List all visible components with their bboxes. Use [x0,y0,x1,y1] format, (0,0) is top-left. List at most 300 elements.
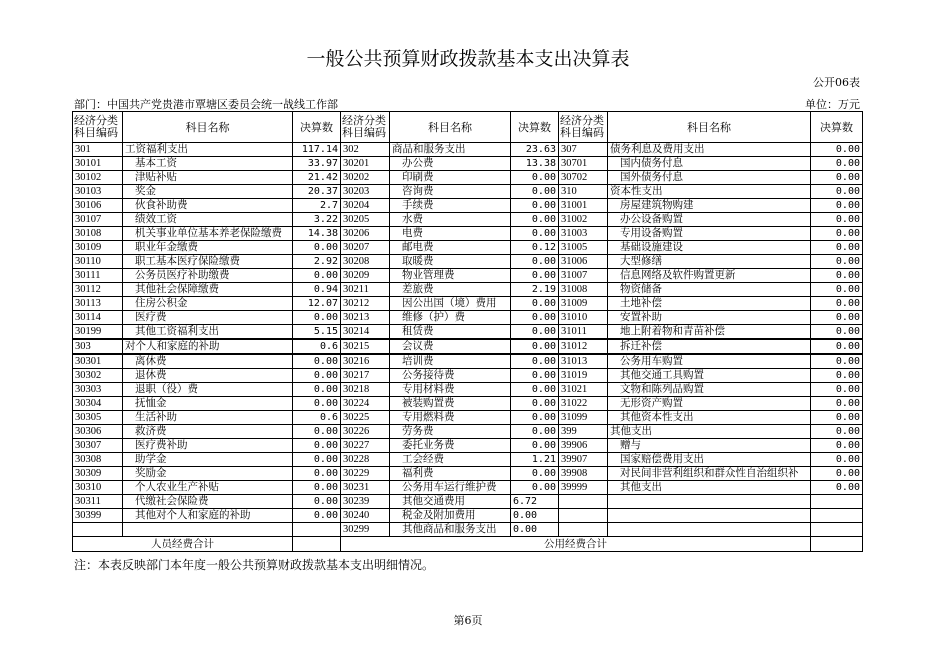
page-number: 第6页 [453,614,483,627]
name-cell: 专用设备购置 [608,227,811,241]
amount-cell: 0.00 [811,297,863,311]
code-cell: 30399 [73,509,123,523]
name-cell: 因公出国（境）费用 [390,297,511,311]
code-cell: 30202 [341,171,390,185]
amount-cell: 0.00 [811,269,863,283]
code-cell: 30302 [73,369,123,383]
amount-cell: 0.00 [811,143,863,157]
name-cell: 津贴补贴 [123,171,293,185]
amount-cell: 0.00 [511,383,559,397]
code-cell: 30217 [341,369,390,383]
name-cell: 拆迁补偿 [608,339,811,354]
table-row [73,467,863,481]
name-cell: 其他交通费用 [390,495,511,509]
amount-cell: 6.72 [511,495,559,509]
code-cell: 31022 [559,397,608,411]
amount-cell: 0.00 [511,411,559,425]
name-cell: 国内债务付息 [608,157,811,171]
name-cell: 其他商品和服务支出 [390,523,511,537]
table-row [73,241,863,255]
code-cell: 30304 [73,397,123,411]
amount-cell: 0.00 [811,185,863,199]
name-cell: 助学金 [123,453,293,467]
name-cell: 债务利息及费用支出 [608,143,811,157]
code-cell: 302 [341,143,390,157]
name-cell: 取暖费 [390,255,511,269]
code-cell: 31006 [559,255,608,269]
name-cell: 基本工资 [123,157,293,171]
amount-cell: 0.00 [511,227,559,241]
amount-cell: 0.00 [293,481,341,495]
name-cell: 奖金 [123,185,293,199]
code-cell: 30206 [341,227,390,241]
table-row [73,157,863,171]
table-row [73,213,863,227]
amount-cell: 0.00 [511,439,559,453]
code-cell: 30108 [73,227,123,241]
header-code: 经济分类科目编码 [559,112,608,143]
name-cell: 医疗费 [123,311,293,325]
amount-cell: 0.00 [511,171,559,185]
amount-cell: 0.94 [293,283,341,297]
amount-cell: 0.00 [811,325,863,340]
name-cell: 土地补偿 [608,297,811,311]
code-cell: 39907 [559,453,608,467]
table-row [73,199,863,213]
name-cell: 劳务费 [390,425,511,439]
code-cell: 30213 [341,311,390,325]
name-cell: 信息网络及软件购置更新 [608,269,811,283]
code-cell: 30214 [341,325,390,340]
table-row [73,481,863,495]
code-cell: 30201 [341,157,390,171]
code-cell: 30205 [341,213,390,227]
amount-cell: 0.00 [811,339,863,354]
name-cell: 专用材料费 [390,383,511,397]
code-cell: 30308 [73,453,123,467]
table-row [73,523,863,537]
amount-cell: 2.7 [293,199,341,213]
amount-cell: 0.00 [511,467,559,481]
name-cell: 对民间非营利组织和群众性自治组织补 [608,467,811,481]
code-cell: 303 [73,339,123,354]
code-cell: 31099 [559,411,608,425]
table-row [73,509,863,523]
amount-cell: 0.00 [811,311,863,325]
code-cell: 30114 [73,311,123,325]
code-cell: 30310 [73,481,123,495]
code-cell: 30216 [341,354,390,369]
code-cell: 30101 [73,157,123,171]
table-row [73,325,863,340]
table-row [73,255,863,269]
amount-cell: 0.00 [811,369,863,383]
code-cell: 30208 [341,255,390,269]
name-cell: 电费 [390,227,511,241]
name-cell: 国家赔偿费用支出 [608,453,811,467]
code-cell: 30309 [73,467,123,481]
name-cell: 绩效工资 [123,213,293,227]
name-cell: 代缴社会保险费 [123,495,293,509]
code-cell: 30109 [73,241,123,255]
name-cell: 房屋建筑物购建 [608,199,811,213]
table-row [73,339,863,354]
name-cell: 其他支出 [608,425,811,439]
amount-cell [293,523,341,537]
table-row [73,297,863,311]
unit-label: 单位：万元 [805,98,860,111]
header-amount: 决算数 [511,112,559,143]
header-code: 经济分类科目编码 [73,112,123,143]
name-cell: 税金及附加费用 [390,509,511,523]
amount-cell: 23.63 [511,143,559,157]
name-cell: 咨询费 [390,185,511,199]
amount-cell: 33.97 [293,157,341,171]
code-cell: 31021 [559,383,608,397]
code-cell: 30231 [341,481,390,495]
amount-cell: 0.00 [511,339,559,354]
personnel-total-label: 人员经费合计 [73,537,293,552]
code-cell: 31011 [559,325,608,340]
name-cell: 会议费 [390,339,511,354]
code-cell: 30240 [341,509,390,523]
table-row [73,171,863,185]
amount-cell: 0.00 [811,227,863,241]
header-name: 科目名称 [390,112,511,143]
name-cell: 邮电费 [390,241,511,255]
name-cell: 地上附着物和青苗补偿 [608,325,811,340]
code-cell: 31003 [559,227,608,241]
public-total-label: 公用经费合计 [341,537,811,552]
expenditure-table [72,111,863,552]
table-row [73,495,863,509]
name-cell: 办公设备购置 [608,213,811,227]
amount-cell: 14.38 [293,227,341,241]
amount-cell: 0.00 [811,383,863,397]
amount-cell [811,509,863,523]
amount-cell: 0.00 [511,325,559,340]
amount-cell: 0.00 [293,495,341,509]
code-cell: 30113 [73,297,123,311]
table-row [73,354,863,369]
header-code: 经济分类科目编码 [341,112,390,143]
amount-cell: 0.00 [811,199,863,213]
amount-cell: 0.00 [811,283,863,297]
code-cell: 31012 [559,339,608,354]
code-cell: 31019 [559,369,608,383]
name-cell [123,523,293,537]
amount-cell: 0.00 [293,311,341,325]
table-row [73,227,863,241]
code-cell: 30106 [73,199,123,213]
code-cell [73,523,123,537]
code-cell: 30239 [341,495,390,509]
amount-cell: 0.00 [511,369,559,383]
form-number: 公开06表 [813,76,860,89]
code-cell: 30203 [341,185,390,199]
amount-cell: 0.00 [811,425,863,439]
amount-cell: 0.00 [511,481,559,495]
public-total-value [811,537,863,552]
amount-cell: 13.38 [511,157,559,171]
code-cell: 31010 [559,311,608,325]
name-cell [608,495,811,509]
name-cell: 职业年金缴费 [123,241,293,255]
amount-cell: 0.00 [511,199,559,213]
code-cell: 31009 [559,297,608,311]
code-cell: 31007 [559,269,608,283]
amount-cell: 0.00 [511,354,559,369]
code-cell: 30225 [341,411,390,425]
amount-cell: 0.00 [293,354,341,369]
amount-cell [811,495,863,509]
amount-cell: 117.14 [293,143,341,157]
name-cell: 安置补助 [608,311,811,325]
amount-cell: 0.00 [811,439,863,453]
code-cell: 30299 [341,523,390,537]
name-cell: 福利费 [390,467,511,481]
name-cell: 物业管理费 [390,269,511,283]
name-cell: 培训费 [390,354,511,369]
table-row [73,283,863,297]
name-cell: 维修（护）费 [390,311,511,325]
name-cell: 商品和服务支出 [390,143,511,157]
amount-cell: 0.00 [293,269,341,283]
amount-cell: 0.00 [293,439,341,453]
personnel-total-value [293,537,341,552]
name-cell: 无形资产购置 [608,397,811,411]
code-cell [559,509,608,523]
table-row [73,369,863,383]
name-cell: 文物和陈列品购置 [608,383,811,397]
amount-cell: 0.12 [511,241,559,255]
name-cell: 租赁费 [390,325,511,340]
code-cell: 30306 [73,425,123,439]
code-cell: 39908 [559,467,608,481]
name-cell: 委托业务费 [390,439,511,453]
code-cell: 39999 [559,481,608,495]
amount-cell: 0.00 [811,157,863,171]
amount-cell: 1.21 [511,453,559,467]
code-cell: 39906 [559,439,608,453]
header-name: 科目名称 [123,112,293,143]
amount-cell: 21.42 [293,171,341,185]
table-row [73,185,863,199]
code-cell: 30111 [73,269,123,283]
code-cell: 30226 [341,425,390,439]
code-cell [559,495,608,509]
amount-cell: 0.6 [293,339,341,354]
name-cell: 印刷费 [390,171,511,185]
name-cell: 退休费 [123,369,293,383]
name-cell [608,509,811,523]
code-cell: 30224 [341,397,390,411]
table-row [73,453,863,467]
amount-cell: 0.00 [811,411,863,425]
amount-cell: 0.00 [811,453,863,467]
name-cell: 其他支出 [608,481,811,495]
table-header-row [73,112,863,143]
name-cell: 奖励金 [123,467,293,481]
code-cell: 30303 [73,383,123,397]
amount-cell: 2.19 [511,283,559,297]
amount-cell: 0.00 [511,397,559,411]
table-row [73,397,863,411]
name-cell: 其他社会保障缴费 [123,283,293,297]
code-cell: 30103 [73,185,123,199]
totals-row [73,537,863,552]
name-cell: 国外债务付息 [608,171,811,185]
name-cell: 办公费 [390,157,511,171]
header-amount: 决算数 [811,112,863,143]
code-cell: 30112 [73,283,123,297]
name-cell: 赠与 [608,439,811,453]
amount-cell: 0.00 [293,397,341,411]
amount-cell: 0.00 [511,297,559,311]
code-cell: 31013 [559,354,608,369]
table-row [73,439,863,453]
code-cell: 30227 [341,439,390,453]
name-cell: 离休费 [123,354,293,369]
amount-cell: 0.00 [511,509,559,523]
amount-cell: 0.00 [511,523,559,537]
table-row [73,311,863,325]
name-cell: 其他对个人和家庭的补助 [123,509,293,523]
code-cell: 399 [559,425,608,439]
code-cell: 30207 [341,241,390,255]
amount-cell: 0.00 [811,241,863,255]
code-cell: 30199 [73,325,123,340]
name-cell: 其他资本性支出 [608,411,811,425]
code-cell: 31002 [559,213,608,227]
code-cell: 30209 [341,269,390,283]
name-cell: 抚恤金 [123,397,293,411]
amount-cell: 0.00 [293,453,341,467]
name-cell: 水费 [390,213,511,227]
table-row [73,143,863,157]
name-cell: 专用燃料费 [390,411,511,425]
name-cell [608,523,811,537]
name-cell: 被装购置费 [390,397,511,411]
name-cell: 公务接待费 [390,369,511,383]
code-cell: 30102 [73,171,123,185]
name-cell: 手续费 [390,199,511,213]
code-cell: 30211 [341,283,390,297]
amount-cell: 0.00 [511,255,559,269]
amount-cell: 0.00 [511,311,559,325]
amount-cell [811,523,863,537]
amount-cell: 5.15 [293,325,341,340]
name-cell: 个人农业生产补贴 [123,481,293,495]
table-row [73,383,863,397]
code-cell [559,523,608,537]
code-cell: 31001 [559,199,608,213]
amount-cell: 0.00 [811,354,863,369]
name-cell: 资本性支出 [608,185,811,199]
code-cell: 30204 [341,199,390,213]
amount-cell: 20.37 [293,185,341,199]
table-row [73,411,863,425]
name-cell: 对个人和家庭的补助 [123,339,293,354]
code-cell: 30301 [73,354,123,369]
amount-cell: 0.00 [293,369,341,383]
name-cell: 医疗费补助 [123,439,293,453]
name-cell: 生活补助 [123,411,293,425]
name-cell: 工资福利支出 [123,143,293,157]
name-cell: 公务用车购置 [608,354,811,369]
code-cell: 30107 [73,213,123,227]
amount-cell: 0.00 [293,383,341,397]
code-cell: 30305 [73,411,123,425]
amount-cell: 0.00 [511,269,559,283]
amount-cell: 0.00 [511,425,559,439]
amount-cell: 12.07 [293,297,341,311]
amount-cell: 3.22 [293,213,341,227]
department-label: 部门：中国共产党贵港市覃塘区委员会统一战线工作部 [74,98,338,111]
name-cell: 伙食补助费 [123,199,293,213]
report-title: 一般公共预算财政拨款基本支出决算表 [306,48,630,70]
name-cell: 大型修缮 [608,255,811,269]
amount-cell: 0.00 [811,213,863,227]
amount-cell: 0.00 [511,185,559,199]
code-cell: 30702 [559,171,608,185]
amount-cell: 0.00 [293,467,341,481]
amount-cell: 0.00 [811,171,863,185]
header-amount: 决算数 [293,112,341,143]
name-cell: 其他工资福利支出 [123,325,293,340]
name-cell: 工会经费 [390,453,511,467]
code-cell: 30229 [341,467,390,481]
amount-cell: 0.00 [293,425,341,439]
code-cell: 30311 [73,495,123,509]
name-cell: 职工基本医疗保险缴费 [123,255,293,269]
table-row [73,425,863,439]
footnote: 注：本表反映部门本年度一般公共预算财政拨款基本支出明细情况。 [74,558,435,572]
code-cell: 31005 [559,241,608,255]
amount-cell: 0.00 [811,397,863,411]
code-cell: 30215 [341,339,390,354]
code-cell: 30110 [73,255,123,269]
name-cell: 救济费 [123,425,293,439]
name-cell: 基础设施建设 [608,241,811,255]
name-cell: 公务用车运行维护费 [390,481,511,495]
name-cell: 公务员医疗补助缴费 [123,269,293,283]
header-name: 科目名称 [608,112,811,143]
amount-cell: 0.00 [811,255,863,269]
name-cell: 住房公积金 [123,297,293,311]
amount-cell: 2.92 [293,255,341,269]
amount-cell: 0.6 [293,411,341,425]
amount-cell: 0.00 [293,241,341,255]
code-cell: 301 [73,143,123,157]
name-cell: 物资储备 [608,283,811,297]
amount-cell: 0.00 [811,467,863,481]
code-cell: 30307 [73,439,123,453]
code-cell: 30212 [341,297,390,311]
amount-cell: 0.00 [511,213,559,227]
name-cell: 差旅费 [390,283,511,297]
code-cell: 30228 [341,453,390,467]
name-cell: 其他交通工具购置 [608,369,811,383]
code-cell: 30701 [559,157,608,171]
table-row [73,269,863,283]
name-cell: 机关事业单位基本养老保险缴费 [123,227,293,241]
amount-cell: 0.00 [293,509,341,523]
code-cell: 30218 [341,383,390,397]
code-cell: 31008 [559,283,608,297]
name-cell: 退职（役）费 [123,383,293,397]
code-cell: 310 [559,185,608,199]
